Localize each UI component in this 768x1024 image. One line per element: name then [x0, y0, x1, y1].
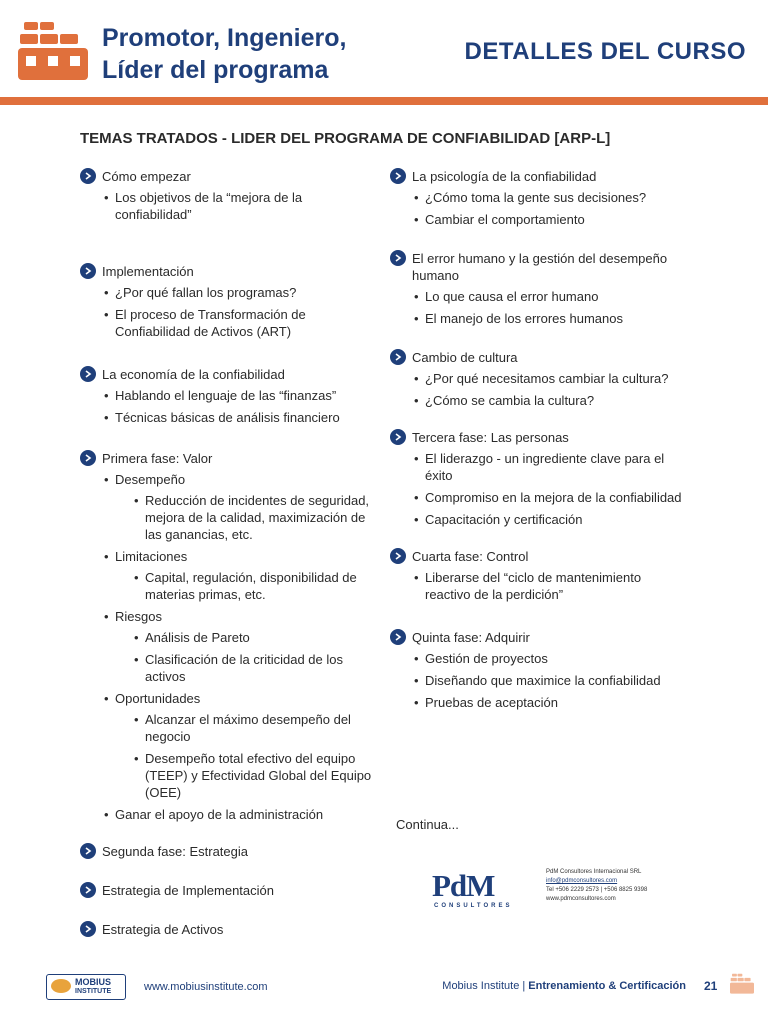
bullet-item [102, 387, 380, 404]
bullet-text: Hablando el lenguaje de las “finanzas” [115, 388, 337, 403]
bullet-text: Ganar el apoyo de la administración [115, 807, 324, 822]
bullet-text: ¿Por qué necesitamos cambiar la cultura? [425, 371, 669, 386]
bullet-item [412, 370, 690, 387]
title-line-1: Promotor, Ingeniero, [102, 24, 347, 52]
mobius-logo-text [75, 978, 111, 996]
sub-bullet-item: • Análisis de Pareto [132, 629, 380, 646]
bullet-item [102, 284, 380, 301]
bullet-item [102, 306, 380, 340]
topic-left-4 [80, 843, 380, 860]
chevron-right-icon [390, 168, 406, 184]
topic-title: Quinta fase: Adquirir [412, 630, 530, 645]
pdm-web-link[interactable]: www.pdmconsultores.com [546, 896, 616, 902]
bullet-item [412, 450, 690, 484]
bullet-text: Limitaciones [115, 549, 188, 564]
bullet-item [102, 548, 380, 603]
bullet-text: Lo que causa el error humano [425, 289, 599, 304]
topic-title: La economía de la confiabilidad [102, 367, 285, 382]
topic-left-2 [80, 366, 380, 426]
factory-icon [18, 18, 88, 85]
chevron-right-icon [80, 882, 96, 898]
topic-title: Estrategia de Implementación [102, 883, 274, 898]
bullet-text: Compromiso en la mejora de la confiabilidad [425, 490, 682, 505]
bullet-text: Gestión de proyectos [425, 651, 548, 666]
topic-right-5 [390, 629, 690, 711]
pdm-consultores-block [432, 862, 672, 916]
bullet-text: ¿Por qué fallan los programas? [115, 285, 297, 300]
chevron-right-icon [390, 629, 406, 645]
bullet-text: Desempeño [115, 472, 186, 487]
sub-items [132, 629, 380, 685]
topic-items [412, 450, 690, 528]
chevron-right-icon [390, 429, 406, 445]
topic-left-3 [80, 450, 380, 823]
topic-right-4 [390, 548, 690, 603]
chevron-right-icon [390, 250, 406, 266]
pdm-company: PdM Consultores Internacional SRL [546, 869, 642, 875]
bullet-text: ¿Cómo toma la gente sus decisiones? [425, 190, 647, 205]
bullet-text: Capacitación y certificación [425, 512, 583, 527]
bullet-item [102, 189, 380, 223]
left-column [80, 168, 380, 938]
chevron-right-icon [80, 843, 96, 859]
topic-title: Implementación [102, 264, 194, 279]
title-line-2: Líder del programa [102, 56, 329, 84]
topic-items [102, 284, 380, 340]
topic-items [412, 370, 690, 409]
bullet-text: Diseñando que maximice la confiabilidad [425, 673, 661, 688]
bullet-item [102, 409, 380, 426]
bullet-text: Los objetivos de la “mejora de la confiabilidad” [115, 190, 303, 222]
topic-title: Primera fase: Valor [102, 451, 213, 466]
footer-tagline [442, 980, 686, 992]
pdm-logo: PdM [432, 868, 495, 903]
bullet-item [102, 806, 380, 823]
topic-title: Estrategia de Activos [102, 922, 224, 937]
chevron-right-icon [80, 263, 96, 279]
section-title: DETALLES DEL CURSO [464, 38, 746, 65]
factory-icon-small [730, 972, 754, 999]
sub-items [132, 569, 380, 603]
header-divider [0, 97, 768, 105]
topic-items [412, 288, 690, 327]
mobius-logo [46, 974, 126, 1000]
bullet-item [412, 672, 690, 689]
topic-items [102, 471, 380, 823]
topic-title: Cambio de cultura [412, 350, 518, 365]
bullet-text: Cambiar el comportamiento [425, 212, 585, 227]
pdm-contact-info [546, 868, 647, 904]
bullet-text: El proceso de Transformación de Confiabilidad de Activos (ART) [115, 307, 306, 339]
page-title [102, 22, 346, 86]
footer-url-link[interactable]: www.mobiusinstitute.com [144, 981, 268, 993]
bullet-item [412, 211, 690, 228]
bullet-text: El manejo de los errores humanos [425, 311, 623, 326]
footer-org: Mobius Institute | [442, 980, 529, 992]
sub-items [132, 711, 380, 801]
sub-bullet-item: • Reducción de incidentes de seguridad, mejora de la calidad, maximización de las ganancias, etc. [132, 492, 380, 543]
bullet-item [412, 310, 690, 327]
bullet-item [412, 489, 690, 506]
chevron-right-icon [80, 168, 96, 184]
page-number: 21 [704, 979, 718, 993]
bullet-text: Liberarse del “ciclo de mantenimiento reactivo de la perdición” [425, 570, 642, 602]
bullet-item [412, 694, 690, 711]
bullet-item [412, 511, 690, 528]
topic-left-5 [80, 882, 380, 899]
chevron-right-icon [80, 450, 96, 466]
topic-items [412, 189, 690, 228]
mobius-logo-line-2: INSTITUTE [75, 988, 112, 995]
topic-title: Segunda fase: Estrategia [102, 844, 248, 859]
bullet-item [102, 608, 380, 685]
chevron-right-icon [80, 921, 96, 937]
topic-right-3 [390, 429, 690, 528]
pdm-phone: Tel +506 2229 2573 | +506 8825 9398 [546, 887, 648, 893]
topic-title: El error humano y la gestión del desempeño humano [412, 251, 668, 283]
bullet-text: ¿Cómo se cambia la cultura? [425, 393, 595, 408]
sub-bullet-item: • Desempeño total efectivo del equipo (TEEP) y Efectividad Global del Equipo (OEE) [132, 750, 380, 801]
topic-right-1 [390, 250, 690, 327]
bullet-item [102, 690, 380, 801]
bullet-text: Oportunidades [115, 691, 201, 706]
bullet-item [412, 288, 690, 305]
continue-text: Continua... [396, 817, 459, 832]
topic-right-2 [390, 349, 690, 409]
bullet-text: Pruebas de aceptación [425, 695, 558, 710]
bullet-text: El liderazgo - un ingrediente clave para el éxito [425, 451, 665, 483]
pdm-email-link[interactable]: info@pdmconsultores.com [546, 878, 618, 884]
chevron-right-icon [390, 349, 406, 365]
sub-bullet-item: • Clasificación de la criticidad de los activos [132, 651, 380, 685]
topic-right-0 [390, 168, 690, 228]
topic-title: Cuarta fase: Control [412, 549, 529, 564]
topic-title: La psicología de la confiabilidad [412, 169, 597, 184]
bullet-item [412, 392, 690, 409]
topic-items [102, 387, 380, 426]
sub-bullet-item: • Alcanzar el máximo desempeño del negocio [132, 711, 380, 745]
bullet-text: Técnicas básicas de análisis financiero [115, 410, 340, 425]
bullet-item [412, 650, 690, 667]
chevron-right-icon [390, 548, 406, 564]
right-column [390, 168, 690, 716]
sub-items [132, 492, 380, 543]
mobius-logo-mark [51, 979, 71, 993]
footer-program: Entrenamiento & Certificación [528, 980, 686, 992]
topic-left-6 [80, 921, 380, 938]
topic-items [412, 569, 690, 603]
bullet-item [412, 569, 690, 603]
bullet-text: Riesgos [115, 609, 162, 624]
mobius-logo-line-1: MOBIUS [75, 977, 111, 987]
topic-title: Tercera fase: Las personas [412, 430, 569, 445]
bullet-item [102, 471, 380, 543]
topic-items [412, 650, 690, 711]
topic-items [102, 189, 380, 223]
topic-title: Cómo empezar [102, 169, 191, 184]
sub-bullet-item: • Capital, regulación, disponibilidad de materias primas, etc. [132, 569, 380, 603]
bullet-item [412, 189, 690, 206]
topic-left-1 [80, 263, 380, 340]
topic-left-0 [80, 168, 380, 223]
chevron-right-icon [80, 366, 96, 382]
section-heading: TEMAS TRATADOS - LIDER DEL PROGRAMA DE CONFIABILIDAD [ARP-L] [80, 130, 611, 147]
pdm-logo-subtitle: CONSULTORES [434, 903, 513, 909]
